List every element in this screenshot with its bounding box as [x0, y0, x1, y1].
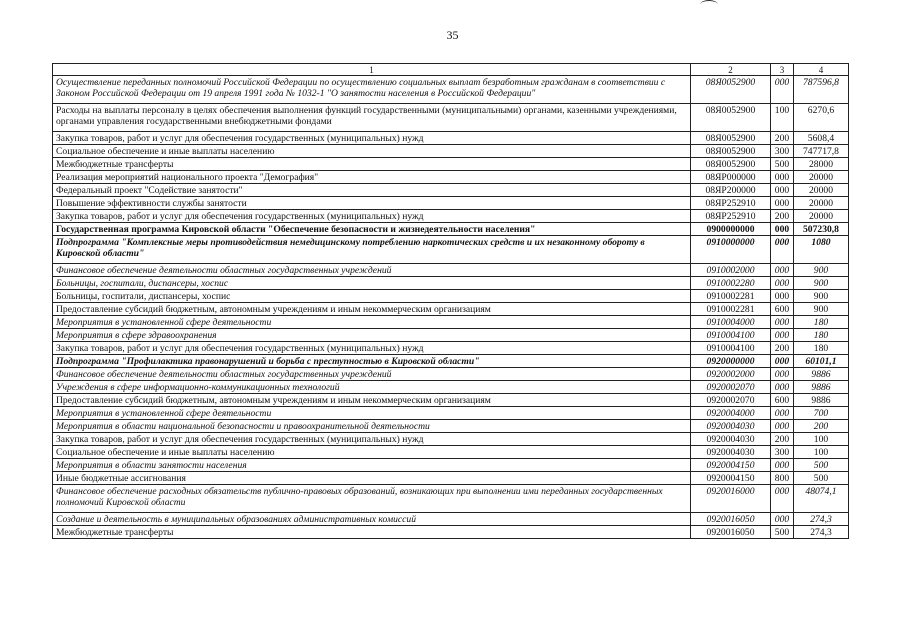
- row-name-cell: Мероприятия в области занятости населения: [53, 459, 691, 472]
- row-code-cell: 0920004150: [691, 459, 771, 472]
- table-row: [53, 132, 849, 145]
- row-code-cell: 0910002281: [691, 303, 771, 316]
- table-row: [53, 381, 849, 394]
- row-code-cell: 0910002281: [691, 290, 771, 303]
- row-code-cell: 0920002070: [691, 394, 771, 407]
- row-type-cell: 200: [771, 433, 794, 446]
- row-name-cell: Предоставление субсидий бюджетным, автономным учреждениям и иным некоммерческим организациям: [53, 303, 691, 316]
- row-sum-cell: 500: [794, 472, 849, 485]
- row-type-cell: 000: [771, 277, 794, 290]
- row-type-cell: 000: [771, 420, 794, 433]
- row-name-cell: Иные бюджетные ассигнования: [53, 472, 691, 485]
- row-code-cell: 0920002000: [691, 368, 771, 381]
- row-sum-cell: 900: [794, 277, 849, 290]
- handwritten-mark: [700, 0, 718, 9]
- row-code-cell: 0910004100: [691, 342, 771, 355]
- row-name-cell: Мероприятия в сфере здравоохранения: [53, 329, 691, 342]
- header-col-4: 4: [794, 64, 849, 76]
- table-row: [53, 342, 849, 355]
- row-code-cell: 0920016000: [691, 485, 771, 513]
- row-sum-cell: 274,3: [794, 526, 849, 539]
- table-row: [53, 394, 849, 407]
- table-row: [53, 145, 849, 158]
- table-row: [53, 236, 849, 264]
- row-name-cell: Подпрограмма "Комплексные меры противодействия немедицинскому потреблению наркотических средств и их незаконному обороту в Кировской области": [53, 236, 691, 264]
- table-row: [53, 303, 849, 316]
- row-sum-cell: 20000: [794, 197, 849, 210]
- row-name-cell: Мероприятия в установленной сфере деятельности: [53, 407, 691, 420]
- row-name-cell: Подпрограмма "Профилактика правонарушений и борьба с преступностью в Кировской области": [53, 355, 691, 368]
- row-code-cell: 08Я0052900: [691, 145, 771, 158]
- row-code-cell: 0900000000: [691, 223, 771, 236]
- row-name-cell: Закупка товаров, работ и услуг для обеспечения государственных (муниципальных) нужд: [53, 342, 691, 355]
- table-row: [53, 210, 849, 223]
- row-type-cell: 000: [771, 316, 794, 329]
- row-sum-cell: 900: [794, 303, 849, 316]
- table-row: [53, 459, 849, 472]
- row-name-cell: Финансовое обеспечение деятельности областных государственных учреждений: [53, 264, 691, 277]
- row-sum-cell: 900: [794, 264, 849, 277]
- header-col-1: 1: [53, 64, 691, 76]
- row-name-cell: Межбюджетные трансферты: [53, 158, 691, 171]
- table-row: [53, 513, 849, 526]
- row-code-cell: 0910002000: [691, 264, 771, 277]
- table-row: [53, 355, 849, 368]
- row-type-cell: 000: [771, 184, 794, 197]
- row-sum-cell: 20000: [794, 184, 849, 197]
- table-row: [53, 407, 849, 420]
- row-sum-cell: 6270,6: [794, 104, 849, 132]
- row-name-cell: Повышение эффективности службы занятости: [53, 197, 691, 210]
- row-code-cell: 0920016050: [691, 513, 771, 526]
- row-sum-cell: 500: [794, 459, 849, 472]
- row-name-cell: Закупка товаров, работ и услуг для обеспечения государственных (муниципальных) нужд: [53, 210, 691, 223]
- table-row: [53, 104, 849, 132]
- row-sum-cell: 700: [794, 407, 849, 420]
- row-type-cell: 300: [771, 446, 794, 459]
- row-code-cell: 08ЯР252910: [691, 197, 771, 210]
- row-sum-cell: 5608,4: [794, 132, 849, 145]
- row-type-cell: 000: [771, 264, 794, 277]
- row-code-cell: 0920004030: [691, 420, 771, 433]
- row-code-cell: 08ЯР200000: [691, 184, 771, 197]
- row-sum-cell: 787596,8: [794, 76, 849, 104]
- row-code-cell: 0920000000: [691, 355, 771, 368]
- row-sum-cell: 180: [794, 342, 849, 355]
- row-name-cell: Финансовое обеспечение деятельности областных государственных учреждений: [53, 368, 691, 381]
- row-sum-cell: 20000: [794, 171, 849, 184]
- row-type-cell: 200: [771, 210, 794, 223]
- table-row: [53, 485, 849, 513]
- header-col-2: 2: [691, 64, 771, 76]
- row-code-cell: 0920004030: [691, 433, 771, 446]
- table-row: [53, 472, 849, 485]
- row-type-cell: 500: [771, 158, 794, 171]
- row-name-cell: Мероприятия в установленной сфере деятельности: [53, 316, 691, 329]
- row-code-cell: 0920002070: [691, 381, 771, 394]
- row-sum-cell: 507230,8: [794, 223, 849, 236]
- row-name-cell: Учреждения в сфере информационно-коммуникационных технологий: [53, 381, 691, 394]
- row-code-cell: 08ЯР000000: [691, 171, 771, 184]
- table-row: [53, 158, 849, 171]
- row-sum-cell: 48074,1: [794, 485, 849, 513]
- row-code-cell: 08ЯР252910: [691, 210, 771, 223]
- row-name-cell: Мероприятия в области национальной безопасности и правоохранительной деятельности: [53, 420, 691, 433]
- table-row: [53, 420, 849, 433]
- row-code-cell: 0910004100: [691, 329, 771, 342]
- table-row: [53, 76, 849, 104]
- row-code-cell: 0910004000: [691, 316, 771, 329]
- table-row: [53, 184, 849, 197]
- row-sum-cell: 747717,8: [794, 145, 849, 158]
- row-sum-cell: 20000: [794, 210, 849, 223]
- row-sum-cell: 1080: [794, 236, 849, 264]
- table-row: [53, 316, 849, 329]
- row-name-cell: Больницы, госпитали, диспансеры, хоспис: [53, 290, 691, 303]
- header-col-3: 3: [771, 64, 794, 76]
- row-name-cell: Осуществление переданных полномочий Российской Федерации по осуществлению социальных выплат безработным гражданам в соответствии с Законом Российской Федерации от 19 апреля 1991 года № 1032-1 "О занятости населения в Российской Федерации": [53, 76, 691, 104]
- table-row: [53, 290, 849, 303]
- row-sum-cell: 100: [794, 446, 849, 459]
- row-name-cell: Создание и деятельность в муниципальных образованиях административных комиссий: [53, 513, 691, 526]
- row-sum-cell: 180: [794, 329, 849, 342]
- table-row: [53, 526, 849, 539]
- row-type-cell: 600: [771, 394, 794, 407]
- row-code-cell: 0920004030: [691, 446, 771, 459]
- row-type-cell: 600: [771, 303, 794, 316]
- row-type-cell: 000: [771, 355, 794, 368]
- row-type-cell: 000: [771, 513, 794, 526]
- row-sum-cell: 9886: [794, 381, 849, 394]
- row-code-cell: 08Я0052900: [691, 76, 771, 104]
- row-name-cell: Предоставление субсидий бюджетным, автономным учреждениям и иным некоммерческим организациям: [53, 394, 691, 407]
- row-sum-cell: 60101,1: [794, 355, 849, 368]
- row-code-cell: 08Я0052900: [691, 104, 771, 132]
- row-type-cell: 000: [771, 197, 794, 210]
- row-name-cell: Закупка товаров, работ и услуг для обеспечения государственных (муниципальных) нужд: [53, 132, 691, 145]
- row-name-cell: Больницы, госпитали, диспансеры, хоспис: [53, 277, 691, 290]
- row-code-cell: 0910000000: [691, 236, 771, 264]
- row-type-cell: 000: [771, 407, 794, 420]
- table-row: [53, 223, 849, 236]
- row-sum-cell: 9886: [794, 394, 849, 407]
- row-type-cell: 300: [771, 145, 794, 158]
- row-name-cell: Реализация мероприятий национального проекта "Демография": [53, 171, 691, 184]
- row-code-cell: 0920016050: [691, 526, 771, 539]
- row-type-cell: 000: [771, 223, 794, 236]
- table-row: [53, 171, 849, 184]
- row-name-cell: Расходы на выплаты персоналу в целях обеспечения выполнения функций государственными (муниципальными) органами, казенными учреждениями, органами управления государственными внебюджетными фондами: [53, 104, 691, 132]
- row-sum-cell: 100: [794, 433, 849, 446]
- row-type-cell: 000: [771, 368, 794, 381]
- row-code-cell: 0920004150: [691, 472, 771, 485]
- row-name-cell: Социальное обеспечение и иные выплаты населению: [53, 145, 691, 158]
- row-type-cell: 200: [771, 132, 794, 145]
- row-type-cell: 000: [771, 171, 794, 184]
- row-code-cell: 0910002280: [691, 277, 771, 290]
- row-sum-cell: 28000: [794, 158, 849, 171]
- row-sum-cell: 9886: [794, 368, 849, 381]
- row-sum-cell: 274,3: [794, 513, 849, 526]
- row-type-cell: 000: [771, 76, 794, 104]
- row-type-cell: 000: [771, 459, 794, 472]
- row-name-cell: Закупка товаров, работ и услуг для обеспечения государственных (муниципальных) нужд: [53, 433, 691, 446]
- table-row: [53, 368, 849, 381]
- row-name-cell: Социальное обеспечение и иные выплаты населению: [53, 446, 691, 459]
- row-type-cell: 000: [771, 329, 794, 342]
- table-row: [53, 433, 849, 446]
- row-type-cell: 200: [771, 342, 794, 355]
- row-type-cell: 000: [771, 290, 794, 303]
- row-type-cell: 000: [771, 381, 794, 394]
- row-type-cell: 000: [771, 236, 794, 264]
- row-code-cell: 08Я0052900: [691, 158, 771, 171]
- row-name-cell: Государственная программа Кировской области "Обеспечение безопасности и жизнедеятельности населения": [53, 223, 691, 236]
- table-row: [53, 446, 849, 459]
- row-type-cell: 000: [771, 485, 794, 513]
- table-row: [53, 277, 849, 290]
- table-row: [53, 197, 849, 210]
- budget-table: [52, 63, 849, 539]
- table-row: [53, 264, 849, 277]
- row-sum-cell: 200: [794, 420, 849, 433]
- table-header-row: [53, 64, 849, 76]
- row-code-cell: 0920004000: [691, 407, 771, 420]
- row-code-cell: 08Я0052900: [691, 132, 771, 145]
- row-type-cell: 500: [771, 526, 794, 539]
- row-type-cell: 100: [771, 104, 794, 132]
- row-name-cell: Федеральный проект "Содействие занятости": [53, 184, 691, 197]
- row-sum-cell: 180: [794, 316, 849, 329]
- row-sum-cell: 900: [794, 290, 849, 303]
- row-type-cell: 800: [771, 472, 794, 485]
- row-name-cell: Финансовое обеспечение расходных обязательств публично-правовых образований, возникающих при выполнении ими переданных государственных полномочий Кировской области: [53, 485, 691, 513]
- page-number: 35: [446, 28, 459, 42]
- table-row: [53, 329, 849, 342]
- row-name-cell: Межбюджетные трансферты: [53, 526, 691, 539]
